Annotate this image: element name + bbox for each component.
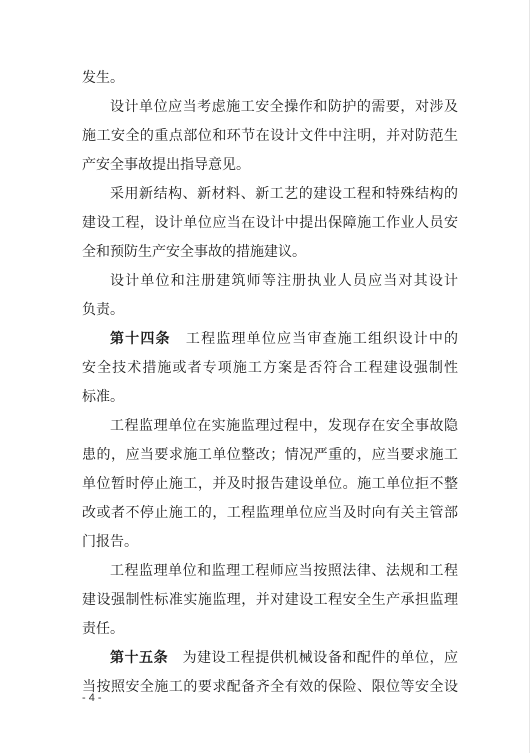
line-text: 发生。 xyxy=(82,70,124,86)
text-line xyxy=(82,412,458,441)
line-text: 单位暂时停止施工，并及时报告建设单位。施工单位拒不整 xyxy=(82,476,458,492)
article-number: 第十五条 xyxy=(110,650,169,666)
text-line xyxy=(82,122,458,151)
line-text: 工程监理单位在实施监理过程中，发现存在安全事故隐 xyxy=(110,418,458,434)
line-text: 患的，应当要求施工单位整改；情况严重的，应当要求施工 xyxy=(82,447,458,463)
text-line xyxy=(82,499,458,528)
line-text: 设计单位和注册建筑师等注册执业人员应当对其设计 xyxy=(110,273,458,289)
text-line xyxy=(82,673,458,702)
line-text: 工程监理单位和监理工程师应当按照法律、法规和工程 xyxy=(110,563,458,579)
line-text: 当按照安全施工的要求配备齐全有效的保险、限位等安全设 xyxy=(82,679,458,695)
text-line xyxy=(82,354,458,383)
text-line xyxy=(82,383,458,412)
article-number: 第十四条 xyxy=(110,331,171,347)
line-text: 工程监理单位应当审查施工组织设计中的 xyxy=(170,331,459,347)
text-line xyxy=(82,557,458,586)
text-line xyxy=(82,151,458,180)
text-line xyxy=(82,296,458,325)
body-text xyxy=(82,64,458,702)
line-text: 采用新结构、新材料、新工艺的建设工程和特殊结构的 xyxy=(110,186,458,202)
text-line xyxy=(82,615,458,644)
line-text: 产安全事故提出指导意见。 xyxy=(82,157,250,173)
line-text: 为建设工程提供机械设备和配件的单位，应 xyxy=(168,650,459,666)
page-number: - 4 - xyxy=(82,692,102,704)
line-text: 建设工程，设计单位应当在设计中提出保障施工作业人员安 xyxy=(82,215,458,231)
line-text: 全和预防生产安全事故的措施建议。 xyxy=(82,244,306,260)
line-text: 设计单位应当考虑施工安全操作和防护的需要，对涉及 xyxy=(110,99,458,115)
text-line xyxy=(82,528,458,557)
line-text: 责任。 xyxy=(82,621,124,637)
line-text: 安全技术措施或者专项施工方案是否符合工程建设强制性 xyxy=(82,360,458,376)
text-line xyxy=(82,325,458,354)
line-text: 负责。 xyxy=(82,302,124,318)
text-line xyxy=(82,267,458,296)
text-line xyxy=(82,586,458,615)
line-text: 改或者不停止施工的，工程监理单位应当及时向有关主管部 xyxy=(82,505,458,521)
text-line xyxy=(82,441,458,470)
line-text: 标准。 xyxy=(82,389,124,405)
text-line xyxy=(82,470,458,499)
text-line xyxy=(82,64,458,93)
text-line xyxy=(82,238,458,267)
text-line xyxy=(82,209,458,238)
text-line xyxy=(82,644,458,673)
text-line xyxy=(82,93,458,122)
line-text: 施工安全的重点部位和环节在设计文件中注明，并对防范生 xyxy=(82,128,458,144)
text-line xyxy=(82,180,458,209)
line-text: 门报告。 xyxy=(82,534,138,550)
line-text: 建设强制性标准实施监理，并对建设工程安全生产承担监理 xyxy=(82,592,458,608)
